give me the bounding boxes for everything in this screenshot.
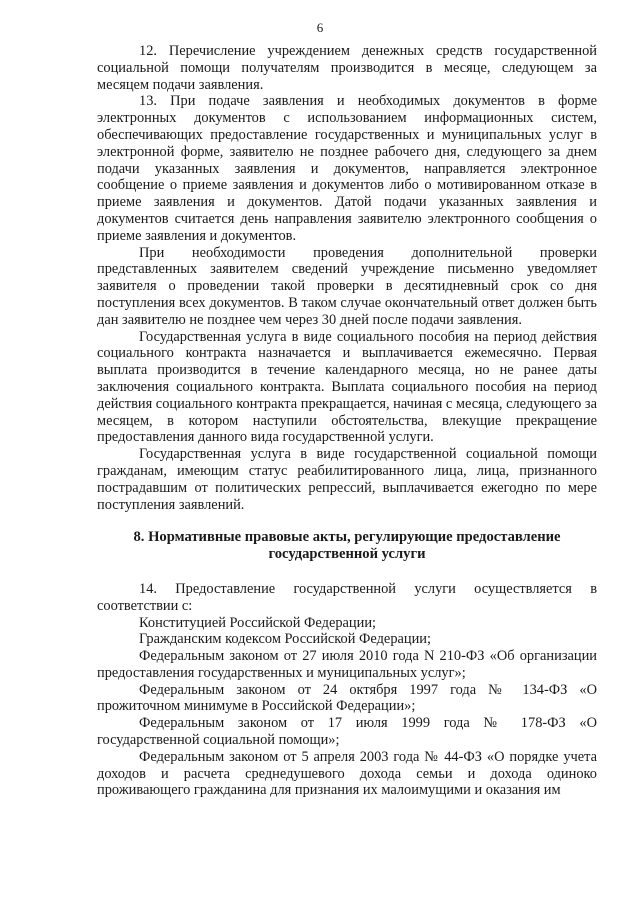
paragraph-social-benefit: Государственная услуга в виде социального пособия на период действия социального контракта назначается и выплачивается ежемесячно. Первая выплата производится в течение календарного месяца, но не ранее даты заключения социального контракта. Выплата социального пособия на период действия социального контракта прекращается, начиная с месяца, следующего за месяцем, в котором наступили обстоятельства, влекущие прекращение предоставления данного вида государственной услуги. (97, 328, 597, 446)
paragraph-14: 14. Предоставление государственной услуги осуществляется в соответствии с: (97, 580, 597, 614)
document-body (97, 43, 597, 799)
law-item-44-fz: Федеральным законом от 5 апреля 2003 года № 44-ФЗ «О порядке учета доходов и расчета среднедушевого дохода семьи и дохода одиноко проживающего гражданина для признания их малоимущими и оказания им (97, 748, 597, 799)
law-item-178-fz: Федеральным законом от 17 июля 1999 года № 178-ФЗ «О государственной социальной помощи»; (97, 715, 597, 749)
law-item-constitution: Конституцией Российской Федерации; (139, 614, 377, 631)
page-number: 6 (316, 20, 324, 35)
law-item-civil-code: Гражданским кодексом Российской Федерации; (139, 631, 432, 648)
paragraph-rehabilitated-persons: Государственная услуга в виде государственной социальной помощи гражданам, имеющим статус реабилитированного лица, лица, признанного пострадавшим от политических репрессий, выплачивается ежегодно по мере поступления заявлений. (97, 446, 597, 513)
paragraph-12: 12. Перечисление учреждением денежных средств государственной социальной помощи получателям производится в месяце, следующем за месяцем подачи заявления. (97, 43, 597, 93)
paragraph-additional-check: При необходимости проведения дополнительной проверки представленных заявителем сведений учреждение письменно уведомляет заявителя о проведении такой проверки в десятидневный срок со дня поступления всех документов. В таком случае окончательный ответ должен быть дан заявителю не позднее чем через 30 дней после подачи заявления. (97, 244, 597, 328)
paragraph-13: 13. При подаче заявления и необходимых документов в форме электронных документов с использованием информационных систем, обеспечивающих предоставление государственных и муниципальных услуг в электронной форме, заявителю не позднее рабочего дня, следующего за днем подачи указанных заявления и документов, направляется электронное сообщение о приеме заявления и документов либо о мотивированном отказе в приеме заявления и документов. Датой подачи указанных заявления и документов считается день направления заявителю электронного сообщения о приеме заявления и документов. (97, 93, 597, 244)
law-item-134-fz: Федеральным законом от 24 октября 1997 года № 134-ФЗ «О прожиточном минимуме в Российской Федерации»; (97, 681, 597, 715)
section-heading: 8. Нормативные правовые акты, регулирующие предоставление государственной услуги (133, 529, 561, 563)
law-item-210-fz: Федеральным законом от 27 июля 2010 года N 210-ФЗ «Об организации предоставления государственных и муниципальных услуг»; (97, 648, 597, 681)
